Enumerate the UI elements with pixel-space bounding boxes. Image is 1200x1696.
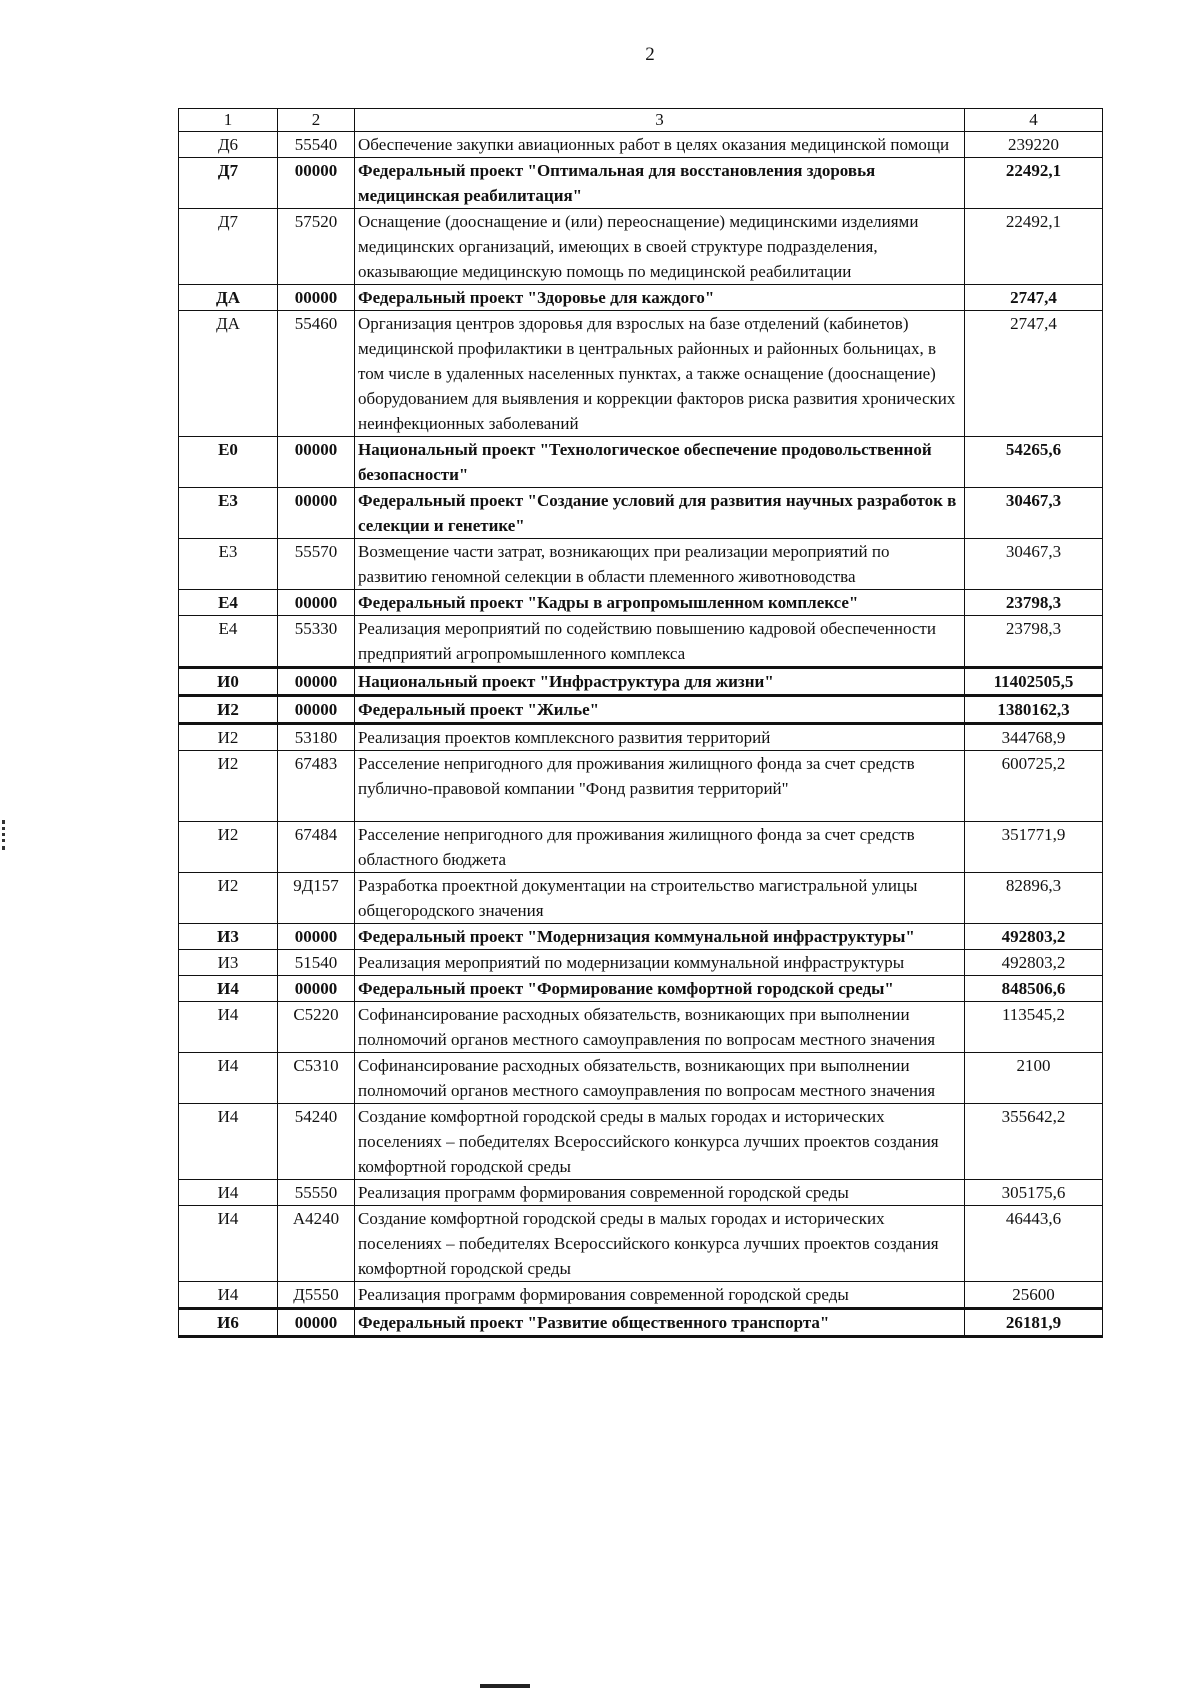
cell-name: Федеральный проект "Здоровье для каждого" [355,285,965,311]
cell-amount: 22492,1 [965,158,1103,209]
cell-amount: 239220 [965,132,1103,158]
cell-amount: 344768,9 [965,724,1103,751]
cell-target-code: 00000 [278,976,355,1002]
cell-amount: 11402505,5 [965,668,1103,696]
cell-name: Возмещение части затрат, возникающих при реализации мероприятий по развитию геномной селекции в области племенного животноводства [355,539,965,590]
cell-name: Национальный проект "Инфраструктура для жизни" [355,668,965,696]
table-row [179,873,1103,924]
cell-amount: 22492,1 [965,209,1103,285]
cell-name: Организация центров здоровья для взрослых на базе отделений (кабинетов) медицинской профилактики в центральных районных и районных больницах, в том числе в удаленных населенных пунктах, а также оснащение (дооснащение) оборудованием для выявления и коррекции факторов риска развития хронических неинфекционных заболеваний [355,311,965,437]
table-row [179,950,1103,976]
cell-name: Реализация проектов комплексного развития территорий [355,724,965,751]
cell-amount: 492803,2 [965,950,1103,976]
cell-name: Национальный проект "Технологическое обеспечение продовольственной безопасности" [355,437,965,488]
cell-code: И4 [179,976,278,1002]
table-row [179,488,1103,539]
cell-name: Реализация программ формирования современной городской среды [355,1282,965,1309]
cell-amount: 1380162,3 [965,696,1103,724]
cell-target-code: 54240 [278,1104,355,1180]
cell-amount: 305175,6 [965,1180,1103,1206]
cell-amount: 23798,3 [965,590,1103,616]
cell-target-code: 55570 [278,539,355,590]
table-row [179,616,1103,668]
cell-target-code: 55540 [278,132,355,158]
cell-target-code: 00000 [278,590,355,616]
cell-target-code: Д5550 [278,1282,355,1309]
cell-code: Е4 [179,590,278,616]
cell-target-code: 67484 [278,822,355,873]
cell-code: И4 [179,1282,278,1309]
table-row [179,1282,1103,1309]
cell-target-code: 00000 [278,668,355,696]
cell-amount: 492803,2 [965,924,1103,950]
budget-table [178,108,1103,1338]
cell-code: И2 [179,751,278,822]
table-row [179,696,1103,724]
table-row [179,539,1103,590]
cell-name: Реализация мероприятий по модернизации коммунальной инфраструктуры [355,950,965,976]
cell-code: И2 [179,822,278,873]
cell-amount: 82896,3 [965,873,1103,924]
cell-target-code: 53180 [278,724,355,751]
table-row [179,724,1103,751]
cell-target-code: 55330 [278,616,355,668]
cell-target-code: 00000 [278,488,355,539]
margin-marks [2,820,8,850]
cell-amount: 113545,2 [965,1002,1103,1053]
cell-amount: 25600 [965,1282,1103,1309]
cell-name: Федеральный проект "Кадры в агропромышленном комплексе" [355,590,965,616]
cell-target-code: 55460 [278,311,355,437]
cell-code: И4 [179,1206,278,1282]
page-number: 2 [645,44,655,65]
cell-code: Д7 [179,209,278,285]
cell-amount: 2100 [965,1053,1103,1104]
cell-target-code: 67483 [278,751,355,822]
table-row [179,285,1103,311]
cell-target-code: 55550 [278,1180,355,1206]
cell-amount: 54265,6 [965,437,1103,488]
footer-mark [480,1684,530,1688]
cell-code: И0 [179,668,278,696]
cell-amount: 355642,2 [965,1104,1103,1180]
cell-target-code: 00000 [278,158,355,209]
table-row [179,132,1103,158]
table-row [179,822,1103,873]
table-row [179,1206,1103,1282]
table-row [179,590,1103,616]
cell-name: Реализация программ формирования современной городской среды [355,1180,965,1206]
cell-name: Федеральный проект "Модернизация коммунальной инфраструктуры" [355,924,965,950]
cell-name: Федеральный проект "Создание условий для развития научных разработок в селекции и генетике" [355,488,965,539]
cell-target-code: 00000 [278,1309,355,1337]
table-row [179,751,1103,822]
cell-name: Федеральный проект "Оптимальная для восстановления здоровья медицинская реабилитация" [355,158,965,209]
header-col-2: 2 [278,109,355,132]
cell-target-code: 00000 [278,924,355,950]
cell-target-code: 51540 [278,950,355,976]
header-col-3: 3 [355,109,965,132]
cell-name: Расселение непригодного для проживания жилищного фонда за счет средств областного бюджета [355,822,965,873]
cell-name: Софинансирование расходных обязательств, возникающих при выполнении полномочий органов местного самоуправления по вопросам местного значения [355,1002,965,1053]
cell-code: Е3 [179,488,278,539]
cell-code: И3 [179,924,278,950]
cell-code: Д7 [179,158,278,209]
table-row [179,1002,1103,1053]
cell-name: Обеспечение закупки авиационных работ в целях оказания медицинской помощи [355,132,965,158]
cell-code: И2 [179,873,278,924]
cell-target-code: 00000 [278,285,355,311]
table-row [179,924,1103,950]
cell-name: Расселение непригодного для проживания жилищного фонда за счет средств публично-правовой компании "Фонд развития территорий" [355,751,965,822]
cell-name: Федеральный проект "Жилье" [355,696,965,724]
cell-name: Реализация мероприятий по содействию повышению кадровой обеспеченности предприятий агропромышленного комплекса [355,616,965,668]
cell-amount: 2747,4 [965,311,1103,437]
table-row [179,209,1103,285]
cell-code: Е0 [179,437,278,488]
cell-code: Д6 [179,132,278,158]
table-header-row [179,109,1103,132]
cell-target-code: С5310 [278,1053,355,1104]
table-row [179,1309,1103,1337]
table-row [179,1180,1103,1206]
cell-amount: 2747,4 [965,285,1103,311]
cell-code: И4 [179,1053,278,1104]
cell-code: ДА [179,285,278,311]
cell-code: И6 [179,1309,278,1337]
cell-code: И4 [179,1002,278,1053]
cell-name: Софинансирование расходных обязательств, возникающих при выполнении полномочий органов местного самоуправления по вопросам местного значения [355,1053,965,1104]
cell-amount: 23798,3 [965,616,1103,668]
header-col-1: 1 [179,109,278,132]
table-row [179,1053,1103,1104]
cell-code: И2 [179,724,278,751]
cell-target-code: 00000 [278,437,355,488]
table-row [179,1104,1103,1180]
cell-name: Разработка проектной документации на строительство магистральной улицы общегородского значения [355,873,965,924]
cell-amount: 30467,3 [965,488,1103,539]
cell-name: Создание комфортной городской среды в малых городах и исторических поселениях – победителях Всероссийского конкурса лучших проектов создания комфортной городской среды [355,1206,965,1282]
cell-amount: 600725,2 [965,751,1103,822]
table-row [179,311,1103,437]
cell-amount: 848506,6 [965,976,1103,1002]
cell-name: Оснащение (дооснащение и (или) переоснащение) медицинскими изделиями медицинских организаций, имеющих в своей структуре подразделения, оказывающие медицинскую помощь по медицинской реабилитации [355,209,965,285]
cell-name: Федеральный проект "Формирование комфортной городской среды" [355,976,965,1002]
cell-code: Е3 [179,539,278,590]
cell-target-code: 57520 [278,209,355,285]
cell-amount: 351771,9 [965,822,1103,873]
cell-name: Федеральный проект "Развитие общественного транспорта" [355,1309,965,1337]
cell-target-code: С5220 [278,1002,355,1053]
table-row [179,976,1103,1002]
cell-code: И2 [179,696,278,724]
cell-name: Создание комфортной городской среды в малых городах и исторических поселениях – победителях Всероссийского конкурса лучших проектов создания комфортной городской среды [355,1104,965,1180]
table-row [179,437,1103,488]
cell-code: И3 [179,950,278,976]
cell-amount: 26181,9 [965,1309,1103,1337]
cell-code: И4 [179,1180,278,1206]
table-row [179,158,1103,209]
cell-target-code: А4240 [278,1206,355,1282]
cell-code: Е4 [179,616,278,668]
table-row [179,668,1103,696]
header-col-4: 4 [965,109,1103,132]
cell-code: И4 [179,1104,278,1180]
cell-target-code: 9Д157 [278,873,355,924]
cell-amount: 46443,6 [965,1206,1103,1282]
cell-amount: 30467,3 [965,539,1103,590]
cell-target-code: 00000 [278,696,355,724]
cell-code: ДА [179,311,278,437]
